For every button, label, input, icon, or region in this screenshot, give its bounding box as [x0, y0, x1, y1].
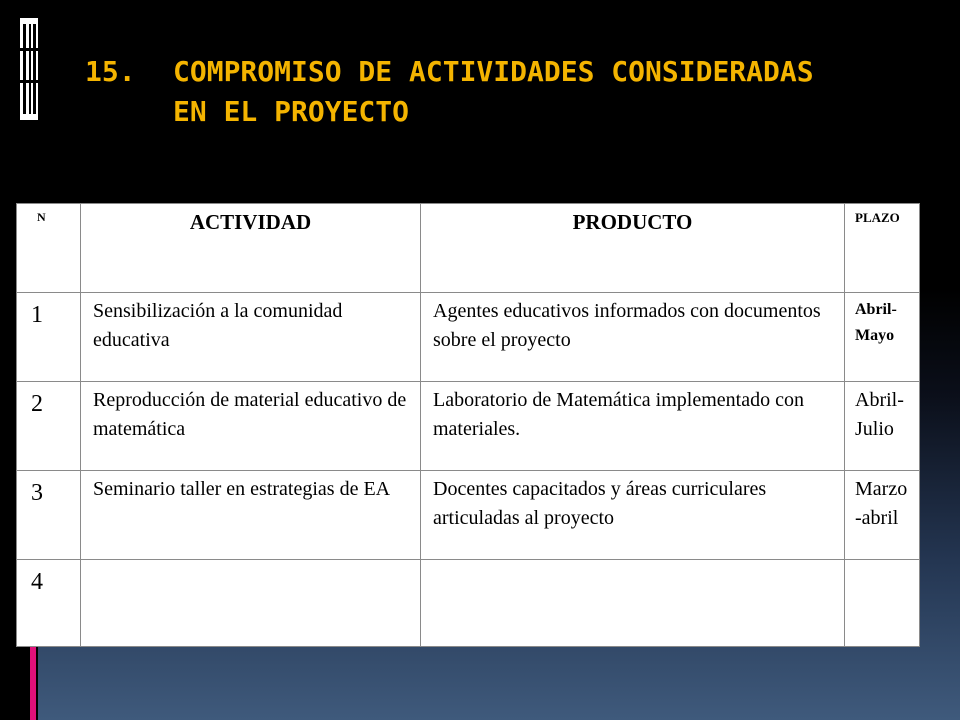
row-actividad: Sensibilización a la comunidad educativa: [81, 293, 421, 382]
table-row: [17, 560, 920, 647]
table-row: [17, 471, 920, 560]
activities-table: [16, 203, 920, 647]
header-plazo: PLAZO: [845, 204, 920, 293]
header-producto: PRODUCTO: [421, 204, 845, 293]
table-row: [17, 293, 920, 382]
row-producto: Docentes capacitados y áreas curriculares articuladas al proyecto: [421, 471, 845, 560]
header-actividad: ACTIVIDAD: [81, 204, 421, 293]
row-producto: [421, 560, 845, 647]
slide-title: [85, 52, 925, 132]
row-producto: Laboratorio de Matemática implementado con materiales.: [421, 382, 845, 471]
row-actividad: Seminario taller en estrategias de EA: [81, 471, 421, 560]
header-n: N: [17, 204, 81, 293]
title-number: 15.: [85, 55, 136, 88]
row-actividad: [81, 560, 421, 647]
row-plazo: Abril-Mayo: [845, 293, 920, 382]
row-plazo: [845, 560, 920, 647]
table-header-row: [17, 204, 920, 293]
table-row: [17, 382, 920, 471]
row-producto: Agentes educativos informados con documentos sobre el proyecto: [421, 293, 845, 382]
title-line-2: EN EL PROYECTO: [173, 95, 410, 128]
row-number: 3: [31, 480, 43, 506]
row-plazo: Abril-Julio: [845, 382, 920, 471]
slide-decoration-icon: [20, 18, 38, 120]
row-plazo: Marzo -abril: [845, 471, 920, 560]
title-line-1: COMPROMISO DE ACTIVIDADES CONSIDERADAS: [173, 55, 814, 88]
row-number: 4: [31, 569, 43, 595]
row-number: 1: [31, 302, 43, 328]
row-number: 2: [31, 391, 43, 417]
row-actividad: Reproducción de material educativo de matemática: [81, 382, 421, 471]
